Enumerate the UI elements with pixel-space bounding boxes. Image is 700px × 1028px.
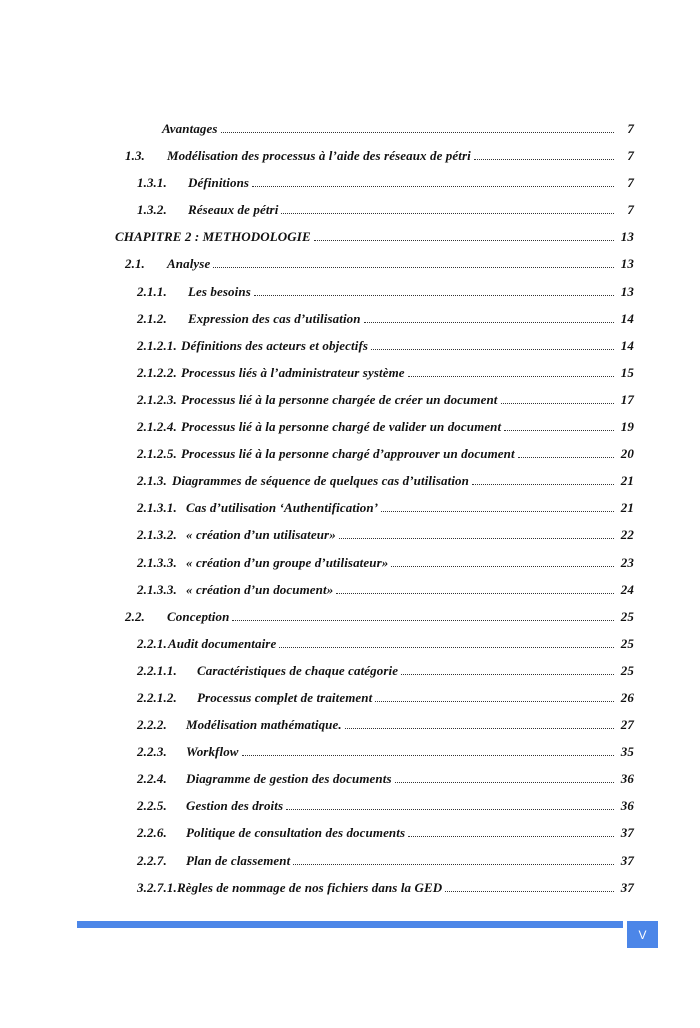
toc-entry-page: 13 (620, 256, 634, 272)
dot-leader-icon (395, 782, 614, 783)
toc-entry[interactable] (0, 358, 700, 385)
dot-leader-icon (474, 159, 614, 160)
toc-entry[interactable] (0, 873, 700, 900)
toc-entry-page: 13 (620, 283, 634, 299)
toc-entry-number: 2.2.7. (137, 852, 167, 868)
toc-entry-page: 37 (620, 852, 634, 868)
toc-entry[interactable] (0, 846, 700, 873)
toc-entry-label: Audit documentaire (168, 635, 277, 651)
toc-entry[interactable] (0, 602, 700, 629)
toc-entry[interactable] (0, 331, 700, 358)
toc-entry[interactable] (0, 466, 700, 493)
dot-leader-icon (339, 538, 614, 539)
toc-entry-number: 2.1.3.1. (137, 500, 177, 516)
toc-entry-number: 2.1. (125, 256, 145, 272)
toc-entry[interactable] (0, 737, 700, 764)
toc-entry-page: 7 (627, 121, 634, 136)
toc-entry[interactable] (0, 520, 700, 547)
dot-leader-icon (401, 674, 614, 675)
toc-entry-number: 2.2.5. (137, 798, 167, 814)
toc-entry-page: 21 (620, 473, 634, 489)
dot-leader-icon (371, 349, 614, 350)
dot-leader-icon (445, 891, 614, 892)
toc-entry-number: 2.1.2.2. (137, 364, 177, 380)
dot-leader-icon (221, 132, 614, 133)
toc-entry-label: Modélisation des processus à l’aide des réseaux de pétri (167, 148, 471, 164)
dot-leader-icon (314, 240, 614, 241)
toc-entry-page: 22 (620, 527, 634, 543)
toc-entry-page: 7 (627, 202, 634, 218)
toc-entry-page: 23 (620, 554, 634, 570)
toc-entry-page: 13 (620, 229, 634, 245)
toc-entry-number: 2.1.1. (137, 283, 167, 299)
toc-entry[interactable] (0, 439, 700, 466)
page-number-label: V (638, 927, 647, 942)
toc-entry-label: Diagrammes de séquence de quelques cas d’utilisation (172, 473, 469, 489)
dot-leader-icon (501, 403, 614, 404)
toc-entry[interactable] (0, 710, 700, 737)
toc-entry-label: « création d’un groupe d’utilisateur» (186, 554, 389, 570)
toc-entry-number: 2.2.1.1. (137, 662, 177, 678)
toc-entry-page: 26 (620, 689, 634, 705)
toc-entry-label: Processus lié à la personne chargé de valider un document (181, 419, 502, 435)
toc-entry-number: 2.1.2.1. (137, 337, 177, 353)
toc-entry[interactable] (0, 764, 700, 791)
toc-entry-page: 25 (620, 635, 634, 651)
toc-entry-number: 2.2.1.2. (137, 689, 177, 705)
toc-entry[interactable] (0, 629, 700, 656)
toc-entry-page: 19 (620, 419, 634, 435)
toc-entry-number: 2.2.6. (137, 825, 167, 841)
dot-leader-icon (364, 322, 614, 323)
toc-entry-label: Diagramme de gestion des documents (186, 771, 392, 787)
dot-leader-icon (472, 484, 614, 485)
toc-entry[interactable] (0, 493, 700, 520)
dot-leader-icon (286, 809, 614, 810)
dot-leader-icon (375, 701, 614, 702)
dot-leader-icon (391, 566, 614, 567)
toc-entry-page: 7 (627, 148, 634, 164)
toc-entry-label: Conception (167, 608, 230, 624)
dot-leader-icon (408, 836, 614, 837)
dot-leader-icon (345, 728, 614, 729)
toc-entry-page: 17 (620, 391, 634, 407)
toc-entry-number: 2.1.2. (137, 310, 167, 326)
toc-entry-number: 2.2.4. (137, 771, 167, 787)
page-number-badge (627, 921, 658, 948)
dot-leader-icon (381, 511, 614, 512)
toc-entry[interactable] (0, 683, 700, 710)
toc-entry[interactable] (0, 168, 700, 195)
dot-leader-icon (242, 755, 614, 756)
toc-entry[interactable] (0, 249, 700, 276)
toc-entry-label: Processus lié à la personne chargé d’approuver un document (181, 446, 515, 462)
toc-entry[interactable] (0, 304, 700, 331)
toc-entry-label: Les besoins (188, 283, 251, 299)
dot-leader-icon (254, 295, 614, 296)
toc-entry[interactable] (0, 791, 700, 818)
toc-entry-label: Avantages (162, 121, 218, 136)
toc-entry[interactable] (0, 277, 700, 304)
toc-entry-number: 2.1.3.3. (137, 554, 177, 570)
toc-entry-label: Règles de nommage de nos fichiers dans la GED (177, 879, 443, 895)
toc-entry-page: 35 (620, 744, 634, 760)
toc-entry-label: « création d’un utilisateur» (186, 527, 336, 543)
toc-entry-page: 14 (620, 310, 634, 326)
dot-leader-icon (293, 864, 614, 865)
toc-entry-label: « création d’un document» (186, 581, 334, 597)
toc-entry[interactable] (0, 222, 700, 249)
dot-leader-icon (279, 647, 614, 648)
toc-entry-number: 2.1.2.4. (137, 419, 177, 435)
toc-entry-number: 2.1.3.2. (137, 527, 177, 543)
toc-entry[interactable] (0, 818, 700, 845)
toc-entry-label: Définitions des acteurs et objectifs (181, 337, 369, 353)
toc-entry-label: Analyse (167, 256, 211, 272)
dot-leader-icon (252, 186, 614, 187)
toc-entry[interactable] (0, 141, 700, 168)
toc-entry[interactable] (0, 548, 700, 575)
toc-entry-number: 2.2.3. (137, 744, 167, 760)
toc-entry-label: CHAPITRE 2 : METHODOLOGIE (115, 229, 311, 245)
dot-leader-icon (213, 267, 614, 268)
toc-entry[interactable] (0, 114, 700, 141)
toc-entry-page: 7 (627, 175, 634, 191)
dot-leader-icon (518, 457, 614, 458)
toc-entry-page: 36 (620, 798, 634, 814)
toc-entry-page: 21 (620, 500, 634, 516)
toc-entry-page: 14 (620, 337, 634, 353)
toc-entry-page: 20 (620, 446, 634, 462)
toc-entry-number: 2.1.2.3. (137, 391, 177, 407)
toc-entry[interactable] (0, 195, 700, 222)
dot-leader-icon (408, 376, 614, 377)
toc-entry-label: Processus lié à la personne chargée de créer un document (181, 391, 498, 407)
toc-entry-label: Plan de classement (186, 852, 291, 868)
toc-entry-number: 2.2.1. (137, 635, 167, 651)
toc-entry[interactable] (0, 575, 700, 602)
toc-entry-number: 2.1.3.3. (137, 581, 177, 597)
toc-entry-label: Politique de consultation des documents (186, 825, 406, 841)
toc-entry-number: 1.3.2. (137, 202, 167, 218)
dot-leader-icon (232, 620, 614, 621)
toc-entry[interactable] (0, 656, 700, 683)
dot-leader-icon (504, 430, 614, 431)
toc-entry[interactable] (0, 412, 700, 439)
footer-accent-bar (77, 921, 623, 928)
toc-list (0, 114, 700, 900)
toc-entry-label: Cas d’utilisation ‘Authentification’ (186, 500, 379, 516)
toc-entry-label: Modélisation mathématique. (186, 717, 342, 733)
toc-entry-number: 1.3.1. (137, 175, 167, 191)
toc-entry-number: 2.1.3. (137, 473, 167, 489)
toc-entry-number: 2.1.2.5. (137, 446, 177, 462)
toc-entry-label: Processus liés à l’administrateur système (181, 364, 405, 380)
toc-entry-page: 36 (620, 771, 634, 787)
toc-entry-label: Définitions (188, 175, 250, 191)
toc-entry-page: 37 (620, 825, 634, 841)
toc-entry-label: Réseaux de pétri (188, 202, 279, 218)
toc-entry[interactable] (0, 385, 700, 412)
toc-entry-page: 37 (620, 879, 634, 895)
toc-entry-label: Gestion des droits (186, 798, 284, 814)
toc-entry-number: 3.2.7.1. (137, 879, 177, 895)
toc-entry-number: 2.2. (125, 608, 145, 624)
toc-entry-label: Processus complet de traitement (197, 689, 373, 705)
toc-entry-page: 27 (620, 717, 634, 733)
toc-entry-label: Caractéristiques de chaque catégorie (197, 662, 399, 678)
dot-leader-icon (281, 213, 614, 214)
toc-entry-label: Workflow (186, 744, 239, 760)
toc-entry-page: 25 (620, 662, 634, 678)
toc-entry-number: 1.3. (125, 148, 145, 164)
dot-leader-icon (336, 593, 614, 594)
toc-entry-page: 25 (620, 608, 634, 624)
toc-entry-page: 24 (620, 581, 634, 597)
toc-entry-page: 15 (620, 364, 634, 380)
toc-entry-number: 2.2.2. (137, 717, 167, 733)
toc-entry-label: Expression des cas d’utilisation (188, 310, 361, 326)
